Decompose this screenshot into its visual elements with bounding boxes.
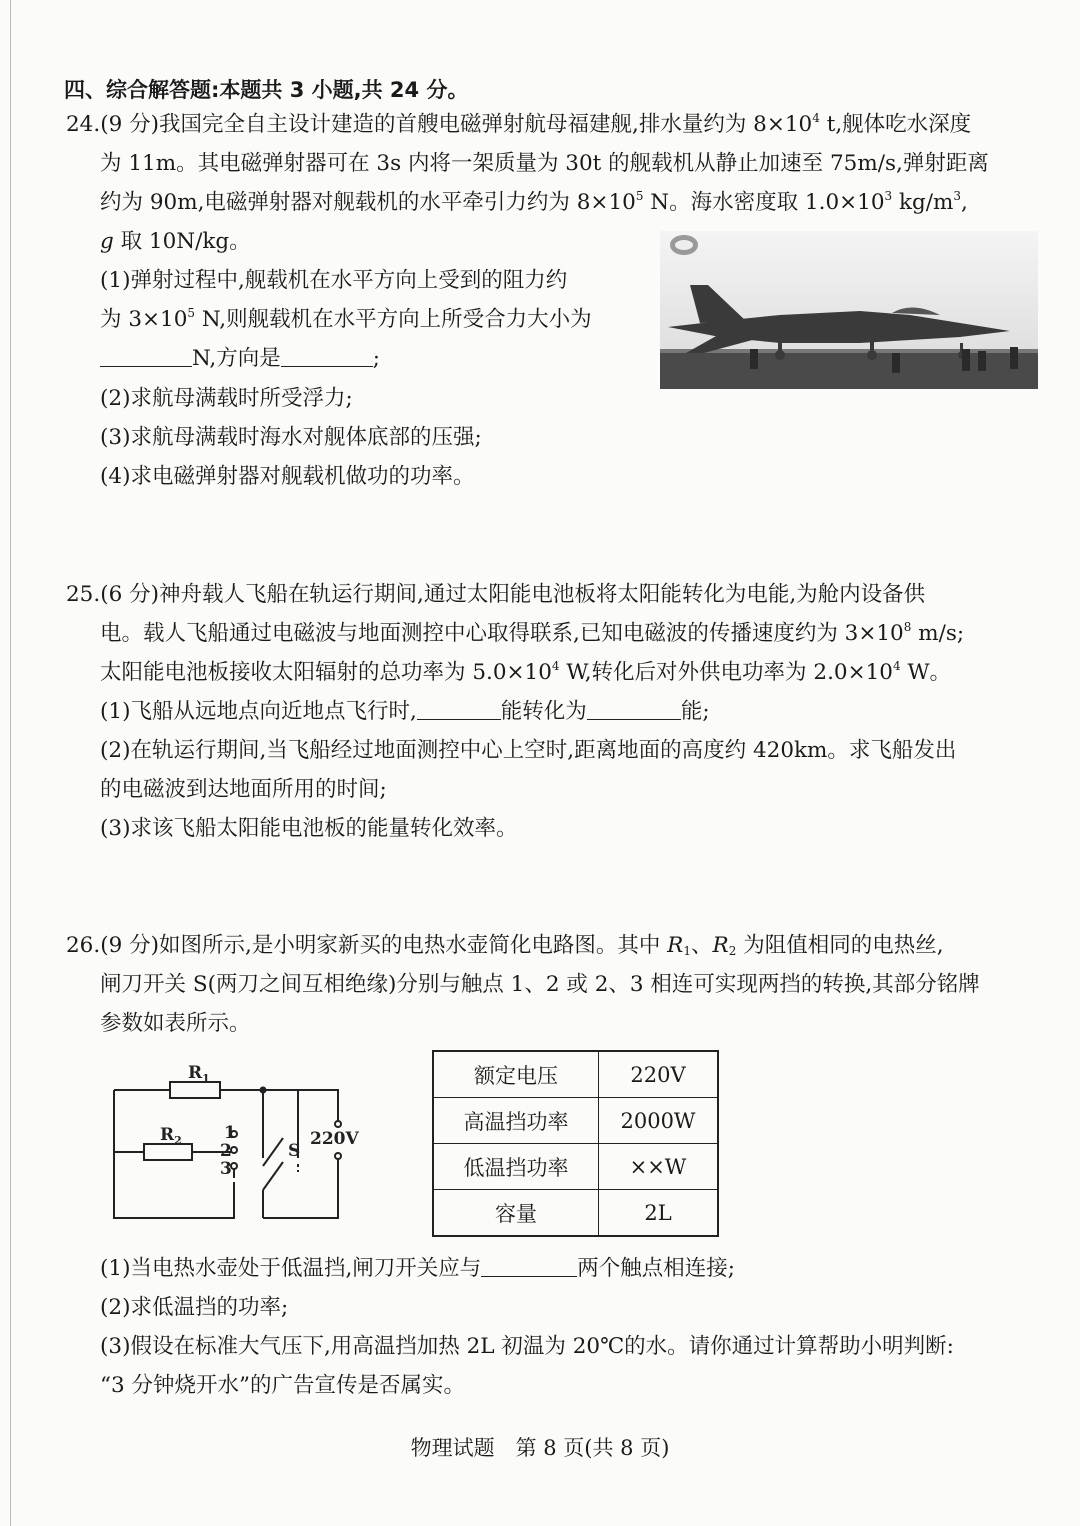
section-heading: 四、综合解答题:本题共 3 小题,共 24 分。 <box>64 78 469 102</box>
q24-part-4: (4)求电磁弹射器对舰载机做功的功率。 <box>100 464 475 489</box>
q24-part-1-line-1: (1)弹射过程中,舰载机在水平方向上受到的阻力约 <box>100 268 568 293</box>
q26-part-2: (2)求低温挡的功率; <box>100 1295 289 1320</box>
q24-part-1-line-2: 为 $3\times 10^5$ N,则舰载机在水平方向上所受合力大小为 <box>100 306 592 332</box>
terminal-bottom <box>335 1153 341 1159</box>
table-cell-key: 容量 <box>433 1190 599 1237</box>
resistor-r2 <box>144 1144 192 1160</box>
table-cell-key: 高温挡功率 <box>433 1098 599 1144</box>
switch-label: S <box>288 1141 301 1161</box>
answer-blank[interactable] <box>587 697 681 720</box>
table-row <box>433 1098 718 1144</box>
answer-blank[interactable] <box>100 344 192 367</box>
table-row <box>433 1144 718 1190</box>
contact-2 <box>231 1147 237 1153</box>
q25-line-3: 太阳能电池板接收太阳辐射的总功率为 $5.0\times 10^4$ W,转化后对外供电功率为 $2.0\times 10^4$ W。 <box>100 659 952 685</box>
table-cell-value: 2L <box>599 1190 719 1237</box>
contact-2-label: 2 <box>220 1141 232 1161</box>
nameplate-table <box>432 1050 719 1237</box>
circuit-diagram <box>108 1062 370 1226</box>
r1-label: $R_1$ <box>188 1063 210 1085</box>
q25-part-2-line-1: (2)在轨运行期间,当飞船经过地面测控中心上空时,距离地面的高度约 420km。求飞船发出 <box>100 738 957 763</box>
q26-part-3: (3)假设在标准大气压下,用高温挡加热 2L 初温为 20℃的水。请你通过计算帮助小明判断: <box>100 1334 954 1359</box>
channel-logo-icon <box>670 235 698 255</box>
r2-label: $R_2$ <box>160 1125 182 1147</box>
table-row <box>433 1051 718 1098</box>
voltage-label: 220V <box>310 1129 359 1149</box>
terminal-top <box>335 1121 341 1127</box>
resistor-r1 <box>170 1082 220 1098</box>
q24-line-4: g 取 10N/kg。 <box>100 229 251 254</box>
contact-3-label: 3 <box>220 1159 232 1179</box>
q26-part-4: “3 分钟烧开水”的广告宣传是否属实。 <box>100 1373 465 1398</box>
q24-part-3: (3)求航母满载时海水对舰体底部的压强; <box>100 425 482 450</box>
contact-1-label: 1 <box>224 1123 236 1143</box>
page-footer: 物理试题 第 8 页(共 8 页) <box>410 1436 670 1460</box>
table-cell-key: 额定电压 <box>433 1051 599 1098</box>
answer-blank[interactable] <box>417 697 501 720</box>
answer-blank[interactable] <box>481 1254 577 1277</box>
table-cell-value: 2000W <box>599 1098 719 1144</box>
q25-part-1: (1)飞船从远地点向近地点飞行时, 能转化为 能; <box>100 699 710 724</box>
contact-3 <box>231 1163 237 1169</box>
q24-line-2: 为 11m。其电磁弹射器可在 3s 内将一架质量为 30t 的舰载机从静止加速至 75m/s,弹射距离 <box>100 151 989 176</box>
q24-line-1: 24.(9 分)我国完全自主设计建造的首艘电磁弹射航母福建舰,排水量约为 $8\times 10^4$ t,舰体吃水深度 <box>66 111 972 137</box>
page-edge-line <box>10 0 11 1526</box>
q26-line-1: 26.(9 分)如图所示,是小明家新买的电热水壶简化电路图。其中 $R_1$、$R_2$ 为阻值相同的电热丝, <box>66 933 944 958</box>
fighter-jet-photo <box>660 231 1038 389</box>
table-cell-value: 220V <box>599 1051 719 1098</box>
table-cell-value: ××W <box>599 1144 719 1190</box>
q26-part-1: (1)当电热水壶处于低温挡,闸刀开关应与 两个触点相连接; <box>100 1256 736 1281</box>
q25-line-1: 25.(6 分)神舟载人飞船在轨运行期间,通过太阳能电池板将太阳能转化为电能,为舱内设备供 <box>66 582 926 607</box>
table-row <box>433 1190 718 1237</box>
q24-part-2: (2)求航母满载时所受浮力; <box>100 386 353 411</box>
table-cell-key: 低温挡功率 <box>433 1144 599 1190</box>
q25-line-2: 电。载人飞船通过电磁波与地面测控中心取得联系,已知电磁波的传播速度约为 $3\times 10^8$ m/s; <box>100 620 965 646</box>
q25-part-2-line-2: 的电磁波到达地面所用的时间; <box>100 777 387 802</box>
q24-line-3: 约为 90m,电磁弹射器对舰载机的水平牵引力约为 $8\times 10^5$ N。海水密度取 $1.0\times 10^3$ $kg/m^3$, <box>100 189 968 215</box>
answer-blank[interactable] <box>281 344 373 367</box>
q26-line-3: 参数如表所示。 <box>100 1011 251 1036</box>
q26-line-2: 闸刀开关 S(两刀之间互相绝缘)分别与触点 1、2 或 2、3 相连可实现两挡的转换,其部分铭牌 <box>100 972 980 997</box>
q25-part-3: (3)求该飞船太阳能电池板的能量转化效率。 <box>100 816 518 841</box>
q24-part-1-line-3: N,方向是 ; <box>100 344 380 374</box>
